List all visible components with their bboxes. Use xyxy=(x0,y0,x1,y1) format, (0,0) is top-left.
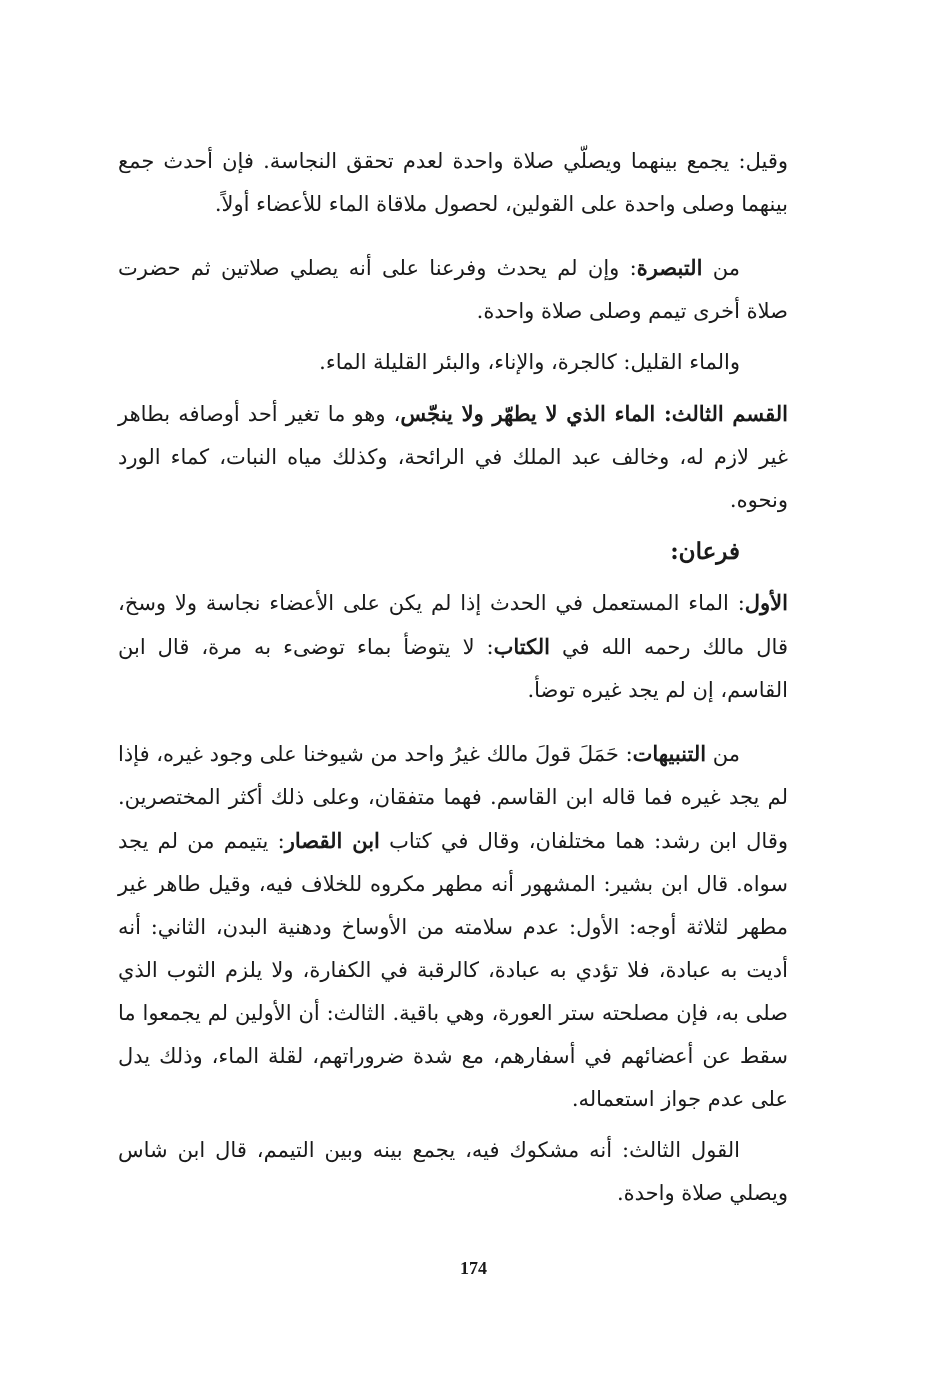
paragraph-little-water xyxy=(118,341,788,384)
first-book-name: الكتاب xyxy=(493,634,550,659)
third-section-title: القسم الثالث: الماء الذي لا يطهّر ولا ينجّس xyxy=(400,401,788,426)
first-text-b: : لا يتوضأ بماء توضىء به مرة، قال ابن القاسم، إن لم يجد غيره توضأ. xyxy=(118,635,788,702)
tanbihat-book-name: ابن القصار xyxy=(284,828,380,853)
paragraph-third-section xyxy=(118,392,788,522)
tanbihat-source: التنبيهات xyxy=(632,741,707,766)
paragraph-first xyxy=(118,581,788,712)
third-section-text: ، وهو ما تغير أحد أوصافه بطاهر غير لازم له، وخالف عبد الملك في الرائحة، وكذلك مياه النبات، كماء الورد ونحوه. xyxy=(118,402,788,512)
paragraph-third-opinion xyxy=(118,1129,788,1215)
first-label: الأول xyxy=(744,590,788,615)
paragraph-1 xyxy=(118,140,788,226)
paragraph-tabsira xyxy=(118,246,788,333)
tanbihat-lead: من xyxy=(706,742,740,766)
third-opinion-text: القول الثالث: أنه مشكوك فيه، يجمع بينه وبين التيمم، قال ابن شاس ويصلي صلاة واحدة. xyxy=(118,1138,788,1205)
section-heading: فرعان: xyxy=(670,538,740,565)
tabsira-text: : وإن لم يحدث وفرعنا على أنه يصلي صلاتين ثم حضرت صلاة أخرى تيمم وصلى صلاة واحدة. xyxy=(118,256,788,323)
page-body xyxy=(118,140,788,1215)
first-text-a: : الماء المستعمل في الحدث إذا لم يكن على الأعضاء نجاسة ولا وسخ، قال مالك رحمه الله في xyxy=(118,591,788,659)
tabsira-lead: من xyxy=(702,256,740,280)
page-number: 174 xyxy=(460,1258,487,1278)
tanbihat-text-b: : يتيمم من لم يجد سواه. قال ابن بشير: المشهور أنه مطهر مكروه للخلاف فيه، وقيل طاهر غير مطهر لثلاثة أوجه: الأول: عدم سلامته من الأوساخ ودهنية البدن، الثاني: أنه أديت به عبادة، فلا تؤدي به عبادة، كالرقبة في الكفارة، ولا يلزم الثوب الذي صلى به، فإن مصلحته ستر العورة، وهي باقية. الثالث: أن الأولين لم يجمعوا ما سقط عن أعضائهم في أسفارهم، مع شدة ضروراتهم، لقلة الماء، وذلك يدل على عدم جواز استعماله. xyxy=(118,829,788,1111)
tanbihat-text-a: : حَمَلَ قولَ مالك غيرُ واحد من شيوخنا على وجود غيره، فإذا لم يجد غيره فما قاله ابن القاسم. فهما متفقان، وعلى ذلك أكثر المختصرين. وقال ابن رشد: هما مختلفان، وقال في كتاب xyxy=(117,742,788,853)
little-water-text: والماء القليل: كالجرة، والإناء، والبئر القليلة الماء. xyxy=(319,350,740,374)
paragraph-tanbihat xyxy=(118,732,788,1121)
tabsira-source: التبصرة xyxy=(636,255,703,280)
paragraph-1-text: وقيل: يجمع بينهما ويصلّي صلاة واحدة لعدم تحقق النجاسة. فإن أحدث جمع بينهما وصلى واحدة على القولين، لحصول ملاقاة الماء للأعضاء أولاً. xyxy=(118,149,788,216)
